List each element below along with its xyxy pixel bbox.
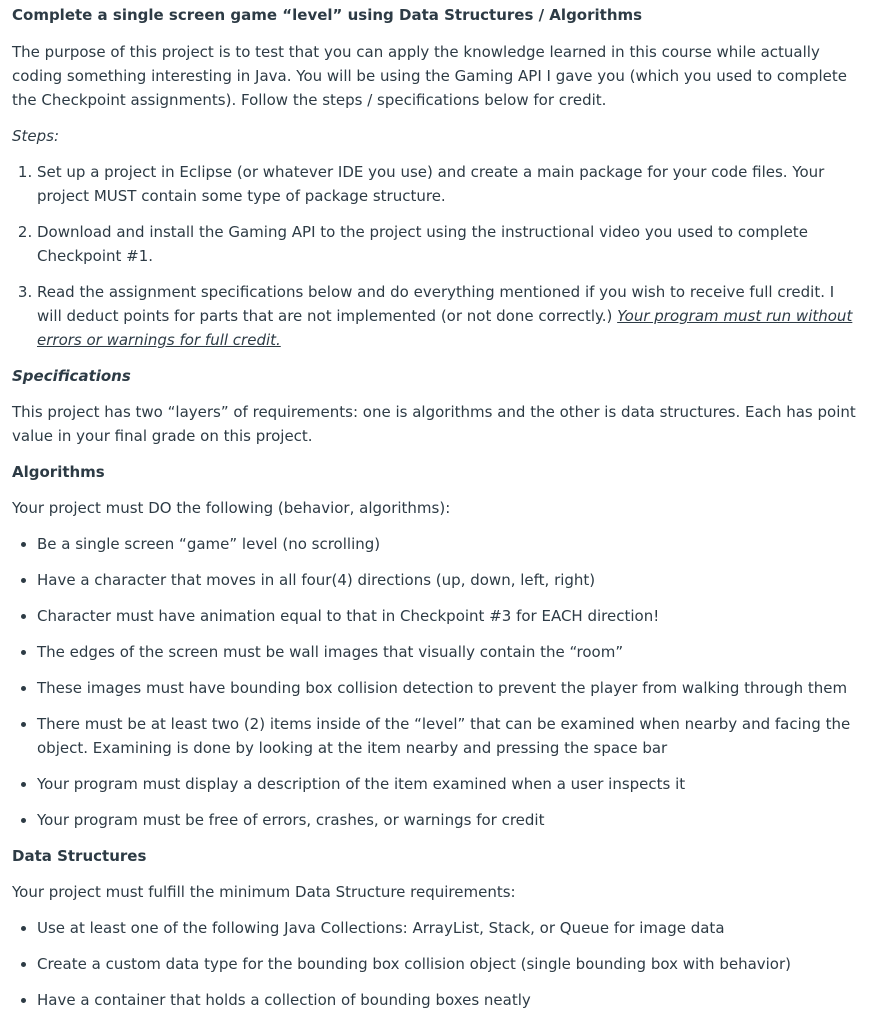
page-title: Complete a single screen game “level” using Data Structures / Algorithms xyxy=(12,6,643,24)
data-structures-list xyxy=(12,916,860,1012)
data-structures-intro: Your project must fulfill the minimum Data Structure requirements: xyxy=(12,883,516,901)
algorithms-heading: Algorithms xyxy=(12,463,105,481)
list-item: • Be a single screen “game” level (no scrolling) xyxy=(37,532,860,556)
steps-list xyxy=(12,160,860,352)
step-text: Download and install the Gaming API to the project using the instructional video you used to complete Checkpoint #1. xyxy=(37,223,808,265)
list-item: • Use at least one of the following Java Collections: ArrayList, Stack, or Queue for image data xyxy=(37,916,860,940)
step-underlined-note: Your program must run without errors or warnings for full credit. xyxy=(37,307,853,349)
list-item: • There must be at least two (2) items inside of the “level” that can be examined when nearby and facing the object. Examining is done by looking at the item nearby and pressing the space bar xyxy=(37,712,860,760)
step-text: Set up a project in Eclipse (or whatever IDE you use) and create a main package for your code files. Your project MUST contain some type of package structure. xyxy=(37,163,825,205)
specifications-heading: Specifications xyxy=(12,367,131,385)
algorithms-intro: Your project must DO the following (behavior, algorithms): xyxy=(12,499,451,517)
data-structures-heading: Data Structures xyxy=(12,847,147,865)
list-item: • Your program must be free of errors, crashes, or warnings for credit xyxy=(37,808,860,832)
list-item: • Create a custom data type for the bounding box collision object (single bounding box with behavior) xyxy=(37,952,860,976)
list-item xyxy=(37,280,860,352)
list-item: • Have a container that holds a collection of bounding boxes neatly xyxy=(37,988,860,1012)
list-item: • These images must have bounding box collision detection to prevent the player from walking through them xyxy=(37,676,860,700)
step-text: Read the assignment specifications below and do everything mentioned if you wish to receive full credit. I will deduct points for parts that are not implemented (or not done correctly.) xyxy=(37,283,835,325)
list-item xyxy=(37,220,860,268)
steps-heading: Steps: xyxy=(12,127,60,145)
list-item: • Your program must display a description of the item examined when a user inspects it xyxy=(37,772,860,796)
list-item: • Character must have animation equal to that in Checkpoint #3 for EACH direction! xyxy=(37,604,860,628)
intro-paragraph: The purpose of this project is to test that you can apply the knowledge learned in this course while actually coding something interesting in Java. You will be using the Gaming API I gave you (which you used to complete the Checkpoint assignments). Follow the steps / specifications below for credit. xyxy=(12,43,847,109)
list-item: • The edges of the screen must be wall images that visually contain the “room” xyxy=(37,640,860,664)
algorithms-list xyxy=(12,532,860,832)
specifications-paragraph: This project has two “layers” of requirements: one is algorithms and the other is data structures. Each has point value in your final grade on this project. xyxy=(12,403,856,445)
list-item: • Have a character that moves in all four(4) directions (up, down, left, right) xyxy=(37,568,860,592)
list-item xyxy=(37,160,860,208)
